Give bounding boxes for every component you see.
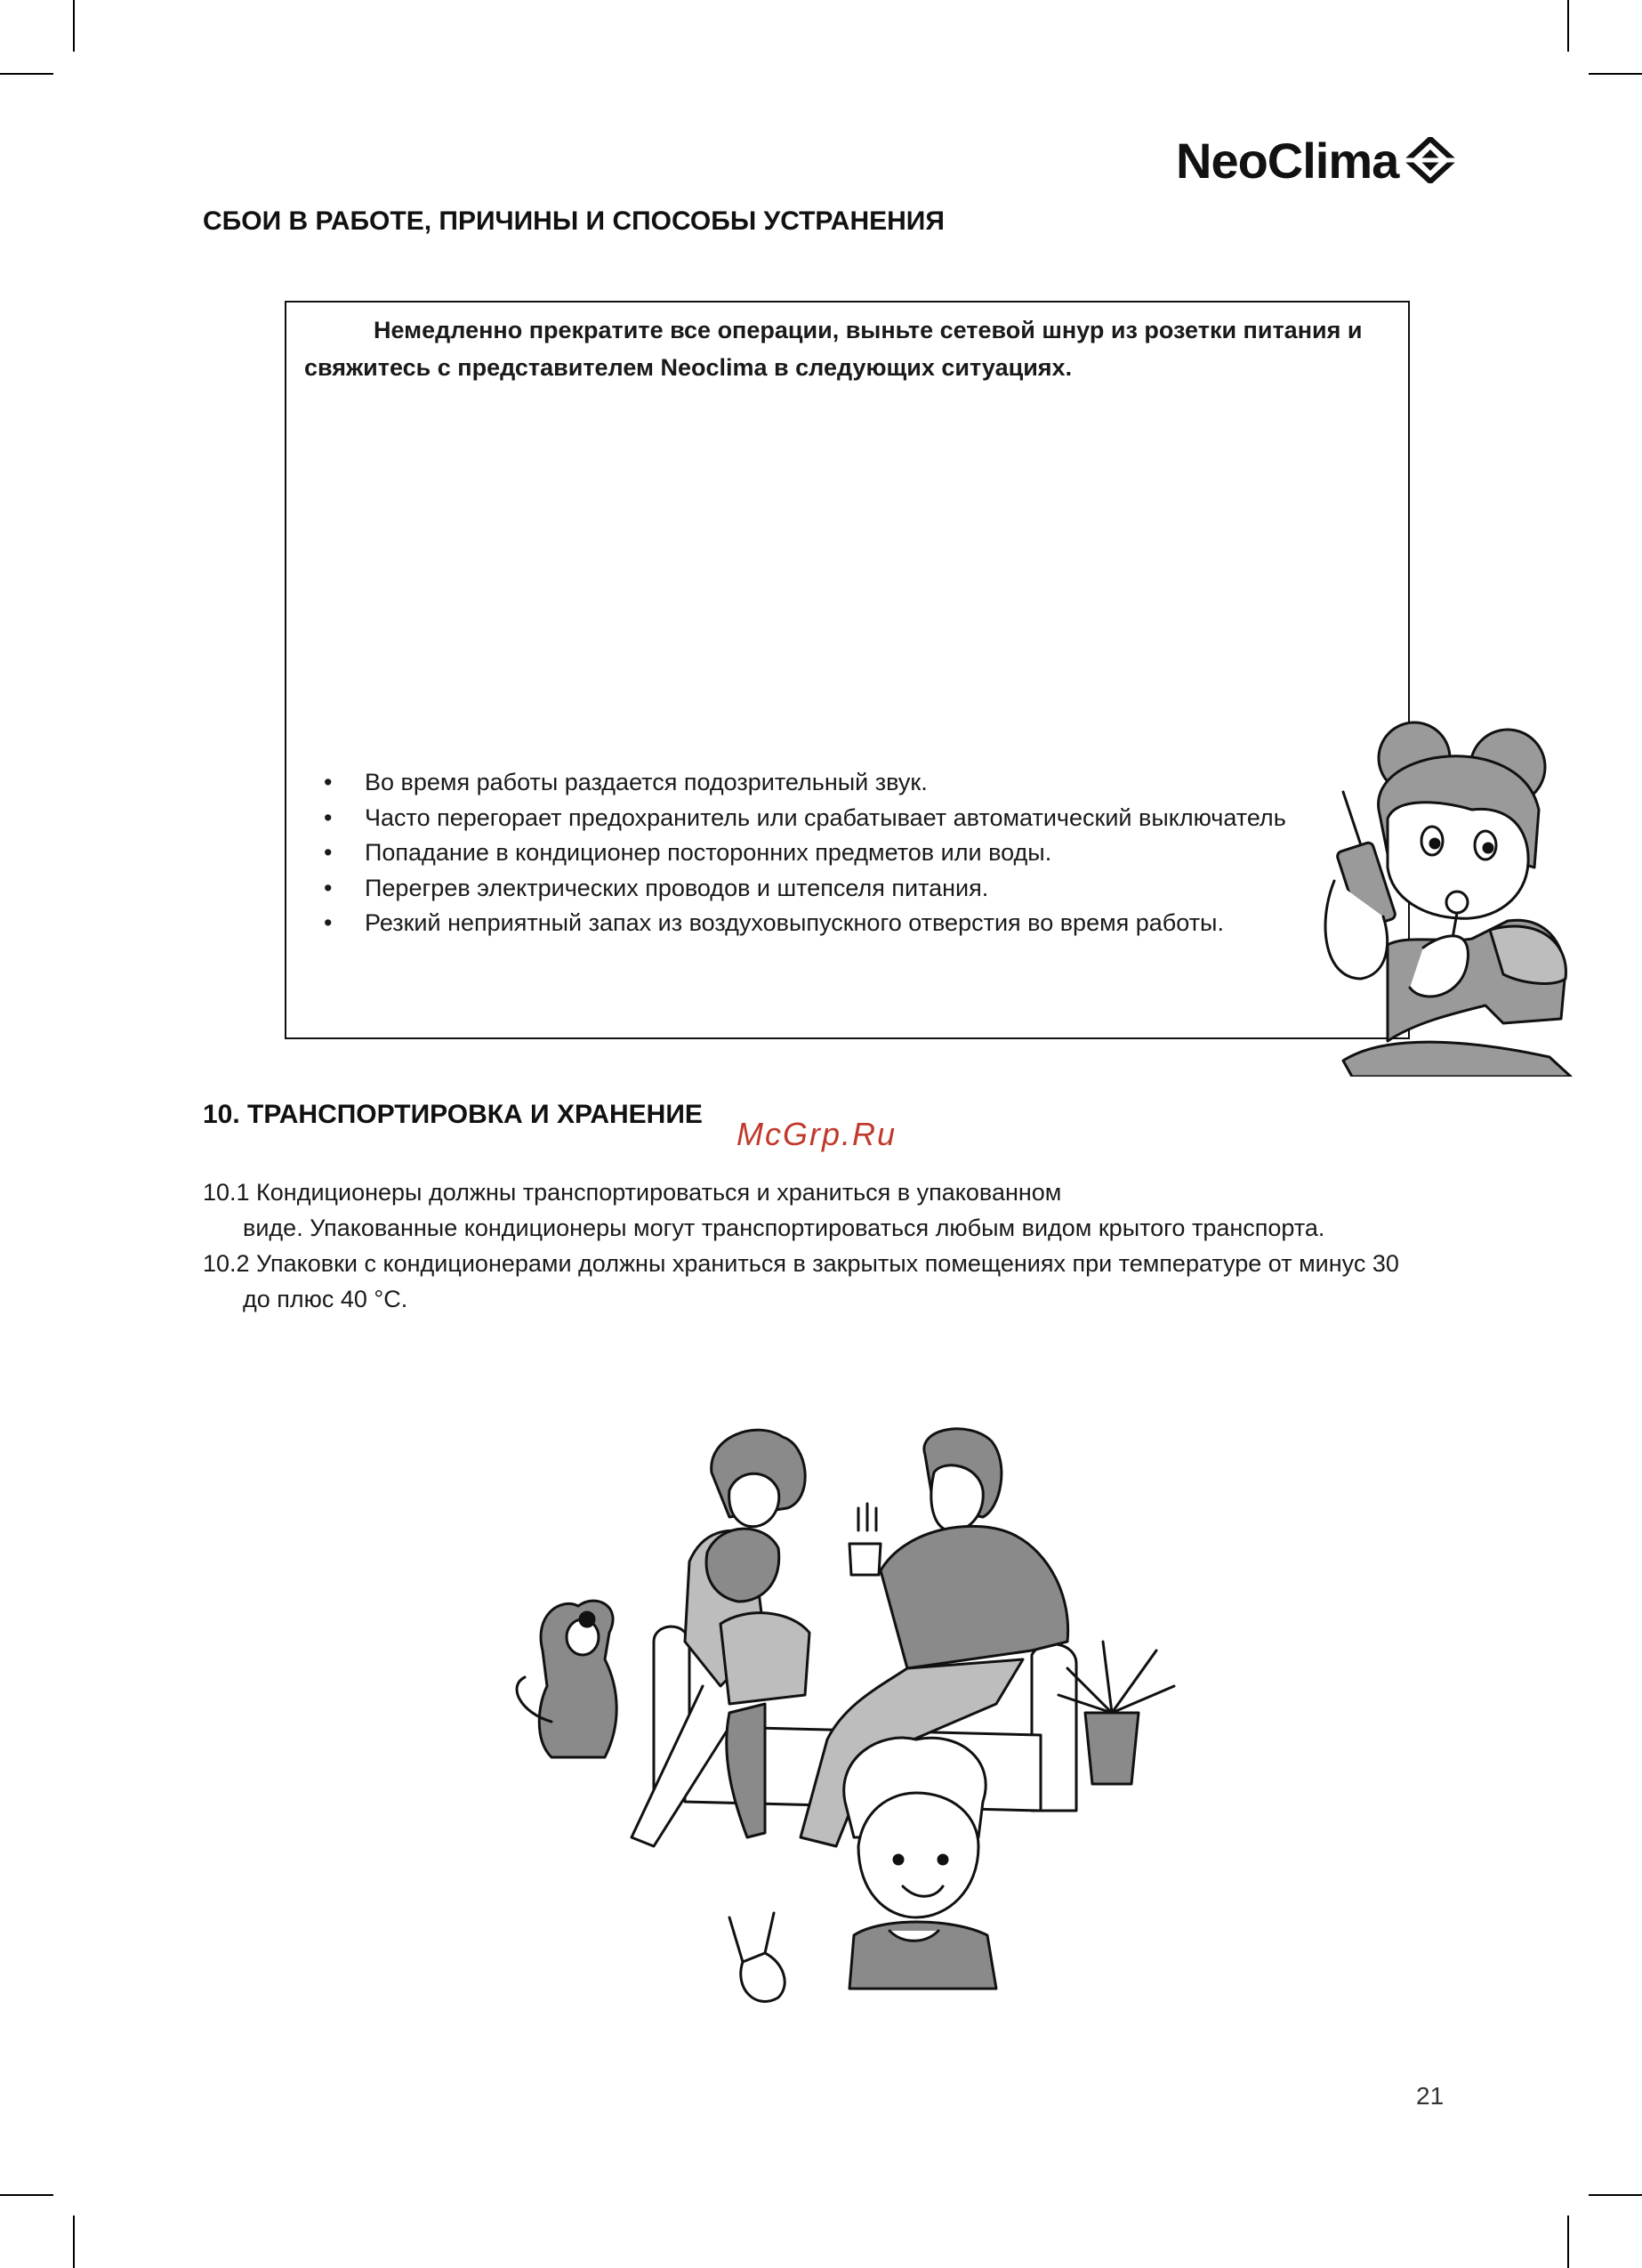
paragraph-line: виде. Упакованные кондиционеры могут транспортироваться любым видом крытого транспорта. xyxy=(243,1215,1325,1241)
crop-mark xyxy=(1589,2194,1642,2196)
crop-mark xyxy=(0,73,53,75)
list-item: • Резкий неприятный запах из воздуховыпускного отверстия во время работы. xyxy=(306,906,1286,941)
crop-mark xyxy=(1567,2216,1569,2268)
girl-on-phone-illustration xyxy=(1316,712,1576,1077)
section-title-transport: 10. ТРАНСПОРТИРОВКА И ХРАНЕНИЕ xyxy=(203,1100,703,1129)
warning-text: Немедленно прекратите все операции, выньте сетевой шнур из розетки питания и свяжитесь с представителем Neoclima в следующих ситуациях. xyxy=(304,317,1363,381)
page-number: 21 xyxy=(1416,2082,1445,2110)
crop-mark xyxy=(73,2216,75,2268)
paragraph-line: до плюс 40 °С. xyxy=(243,1286,408,1312)
paragraph-line: 10.2 Упаковки с кондиционерами должны храниться в закрытых помещениях при температуре от минус 30 xyxy=(203,1250,1399,1277)
paragraph-10-2 xyxy=(203,1246,1448,1317)
family-illustration xyxy=(498,1419,1192,2060)
crop-mark xyxy=(0,2194,53,2196)
brand-diamond-icon xyxy=(1405,137,1455,183)
paragraph-line: 10.1 Кондиционеры должны транспортироваться и храниться в упакованном xyxy=(203,1179,1062,1206)
warning-box xyxy=(285,301,1410,1039)
watermark: McGrp.Ru xyxy=(736,1116,897,1152)
brand-name: NeoClima xyxy=(1176,132,1399,189)
list-item: • Перегрев электрических проводов и штепселя питания. xyxy=(306,871,1286,907)
paragraph-10-1 xyxy=(203,1174,1448,1246)
brand-logo xyxy=(1176,125,1455,196)
list-item: • Часто перегорает предохранитель или срабатывает автоматический выключатель xyxy=(306,801,1286,836)
section-title-faults: СБОИ В РАБОТЕ, ПРИЧИНЫ И СПОСОБЫ УСТРАНЕНИЯ xyxy=(203,206,945,236)
fault-list xyxy=(306,765,1286,941)
crop-mark xyxy=(1589,73,1642,75)
crop-mark xyxy=(1567,0,1569,52)
list-item: • Попадание в кондиционер посторонних предметов или воды. xyxy=(306,835,1286,871)
list-item: • Во время работы раздается подозрительный звук. xyxy=(306,765,1286,801)
crop-mark xyxy=(73,0,75,52)
